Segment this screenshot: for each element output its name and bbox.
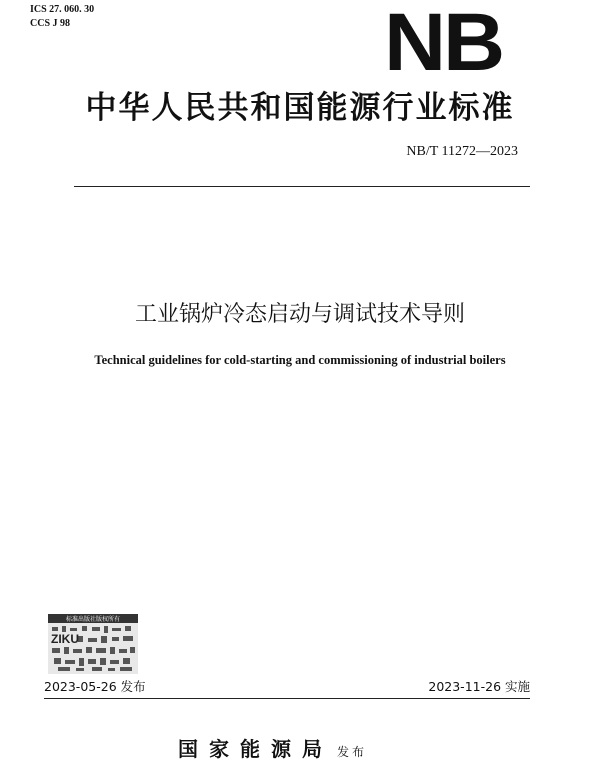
seal-graphic — [48, 614, 138, 674]
bottom-divider — [44, 698, 530, 699]
seal-banner-text: 标准出版社版权所有 — [65, 616, 121, 623]
issuer-name: 国家能源局 — [178, 737, 333, 761]
issue-date: 2023-05-26 发布 — [44, 679, 146, 694]
ics-code: ICS 27. 060. 30 — [30, 4, 95, 15]
classification-codes — [30, 3, 94, 31]
document-title-en: Technical guidelines for cold-starting and commissioning of industrial boilers — [94, 353, 506, 367]
seal-text: ZIKU — [51, 632, 79, 646]
ccs-code: CCS J 98 — [30, 18, 71, 29]
nb-logo: NB — [384, 0, 503, 88]
top-divider — [74, 186, 530, 187]
issuer-suffix: 发布 — [337, 745, 368, 759]
standard-category-title: 中华人民共和国能源行业标准 — [85, 90, 515, 126]
issuer-line — [178, 733, 367, 762]
copyright-seal-stamp — [48, 614, 138, 674]
document-title-cn: 工业锅炉冷态启动与调试技术导则 — [134, 302, 465, 327]
standard-number: NB/T 11272—2023 — [406, 144, 518, 159]
implementation-date: 2023-11-26 实施 — [428, 679, 530, 694]
